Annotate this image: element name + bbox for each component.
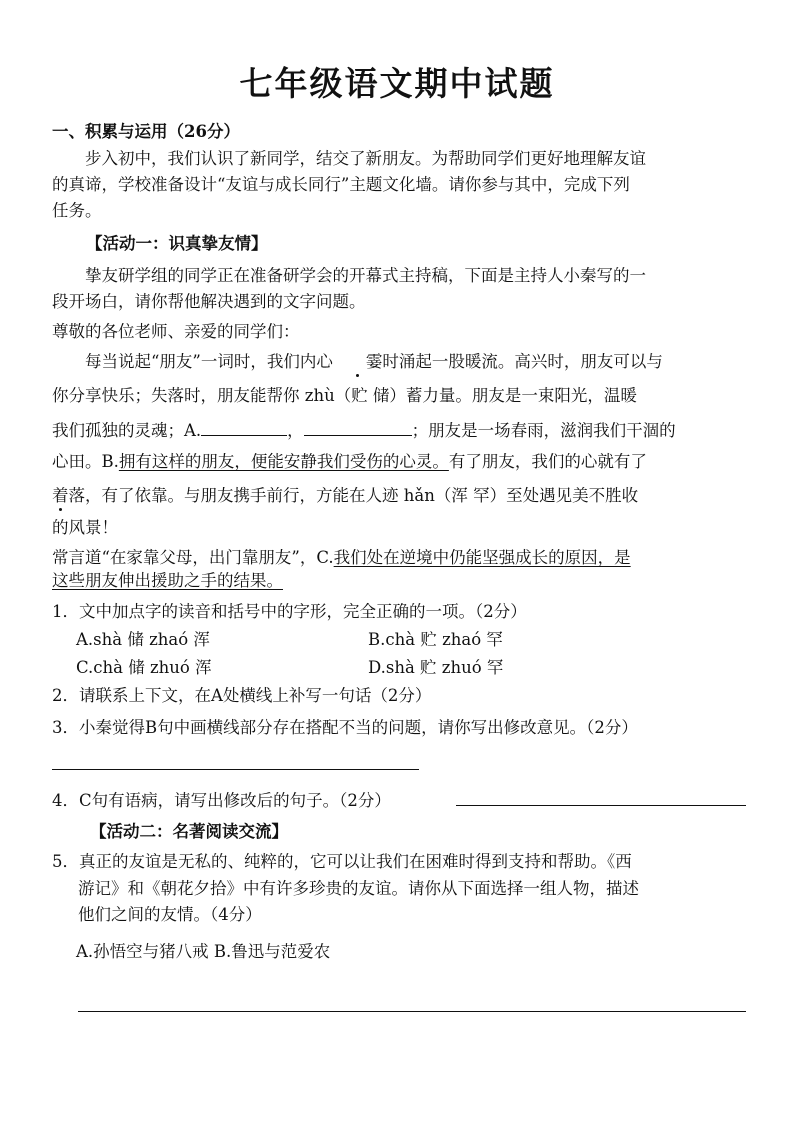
activity-1-text-1: 挚友研学组的同学正在准备研学会的开幕式主持稿，下面是主持人小秦写的一 <box>85 266 646 285</box>
speech-line-2: 你分享快乐；失落时，朋友能帮你 zhù（贮 储）蓄力量。朋友是一束阳光，温暖 <box>52 386 637 405</box>
speech-line-3 <box>52 419 752 441</box>
intro-line-1: 步入初中，我们认识了新同学，结交了新朋友。为帮助同学们更好地理解友谊 <box>85 149 646 168</box>
speech-line-3-a: 我们孤独的灵魂；A. <box>52 421 202 440</box>
question-1: 1．文中加点字的读音和括号中的字形，完全正确的一项。（2分） <box>52 602 527 621</box>
sentence-c-underlined-2: 这些朋友伸出援助之手的结果。 <box>52 571 283 590</box>
activity-1-text-2: 段开场白，请你帮他解决遇到的文字问题。 <box>52 292 366 311</box>
activity-2-heading: 【活动二：名著阅读交流】 <box>90 822 288 841</box>
speech-line-7-a: 常言道“在家靠父母，出门靠朋友”，C. <box>52 548 334 567</box>
answer-blank-a2[interactable] <box>304 419 412 436</box>
speech-line-1-b: 时涌起一股暖流。高兴时，朋友可以与 <box>382 352 663 371</box>
exam-title: 七年级语文期中试题 <box>239 64 555 103</box>
answer-line-q5[interactable] <box>78 1011 746 1012</box>
speech-greeting: 尊敬的各位老师、亲爱的同学们： <box>52 322 300 341</box>
question-5-line-2: 游记》和《朝花夕拾》中有许多珍贵的友谊。请你从下面选择一组人物，描述 <box>78 879 639 898</box>
speech-line-5-text: 落，有了依靠。与朋友携手前行，方能在人迹 hǎn（浑 罕）至处遇见美不胜收 <box>68 486 639 505</box>
dotted-char-sha: 霎 <box>333 352 383 372</box>
question-4: 4．C句有语病，请写出修改后的句子。（2分） <box>52 791 391 810</box>
speech-line-4-a: 心田。B. <box>52 452 119 471</box>
answer-line-q3[interactable] <box>52 769 419 770</box>
answer-blank-a1[interactable] <box>201 419 287 436</box>
speech-line-1 <box>52 352 752 372</box>
section-heading-1: 一、积累与运用（26分） <box>52 122 240 141</box>
sentence-b-underlined: 拥有这样的朋友，便能安静我们受伤的心灵。 <box>118 452 449 471</box>
question-5-line-3: 他们之间的友情。（4分） <box>78 905 262 924</box>
q1-option-b[interactable]: B.chà 贮 zhaó 罕 <box>368 630 503 649</box>
q1-option-a[interactable]: A.shà 储 zhaó 浑 <box>76 630 210 649</box>
intro-line-3: 任务。 <box>52 201 102 220</box>
speech-line-7 <box>52 548 752 568</box>
question-5-line-1: 5．真正的友谊是无私的、纯粹的，它可以让我们在困难时得到支持和帮助。《西 <box>52 852 632 871</box>
question-3: 3．小秦觉得B句中画横线部分存在搭配不当的问题，请你写出修改意见。（2分） <box>52 718 638 737</box>
speech-line-8 <box>52 571 752 591</box>
sentence-c-underlined-1: 我们处在逆境中仍能坚强成长的原因，是 <box>333 548 631 567</box>
speech-line-6: 的风景！ <box>52 518 118 537</box>
intro-line-2: 的真谛，学校准备设计“友谊与成长同行”主题文化墙。请你参与其中，完成下列 <box>52 175 630 194</box>
speech-line-3-c: ；朋友是一场春雨，滋润我们干涸的 <box>411 421 676 440</box>
speech-line-1-a: 每当说起“朋友”一词时，我们内心 <box>85 352 333 371</box>
speech-line-3-b: ， <box>287 421 304 440</box>
speech-line-4 <box>52 452 752 472</box>
answer-line-q4[interactable] <box>456 805 746 806</box>
speech-line-5 <box>52 486 752 506</box>
activity-1-heading: 【活动一：识真挚友情】 <box>86 234 268 253</box>
question-5-options: A.孙悟空与猪八戒 B.鲁迅与范爱农 <box>76 942 331 961</box>
dotted-char-zhao: 着 <box>52 486 69 505</box>
question-2: 2．请联系上下文，在A处横线上补写一句话（2分） <box>52 686 432 705</box>
q1-option-d[interactable]: D.shà 贮 zhuó 罕 <box>368 658 504 677</box>
q1-option-c[interactable]: C.chà 储 zhuó 浑 <box>76 658 212 677</box>
speech-line-4-b: 有了朋友，我们的心就有了 <box>448 452 647 471</box>
